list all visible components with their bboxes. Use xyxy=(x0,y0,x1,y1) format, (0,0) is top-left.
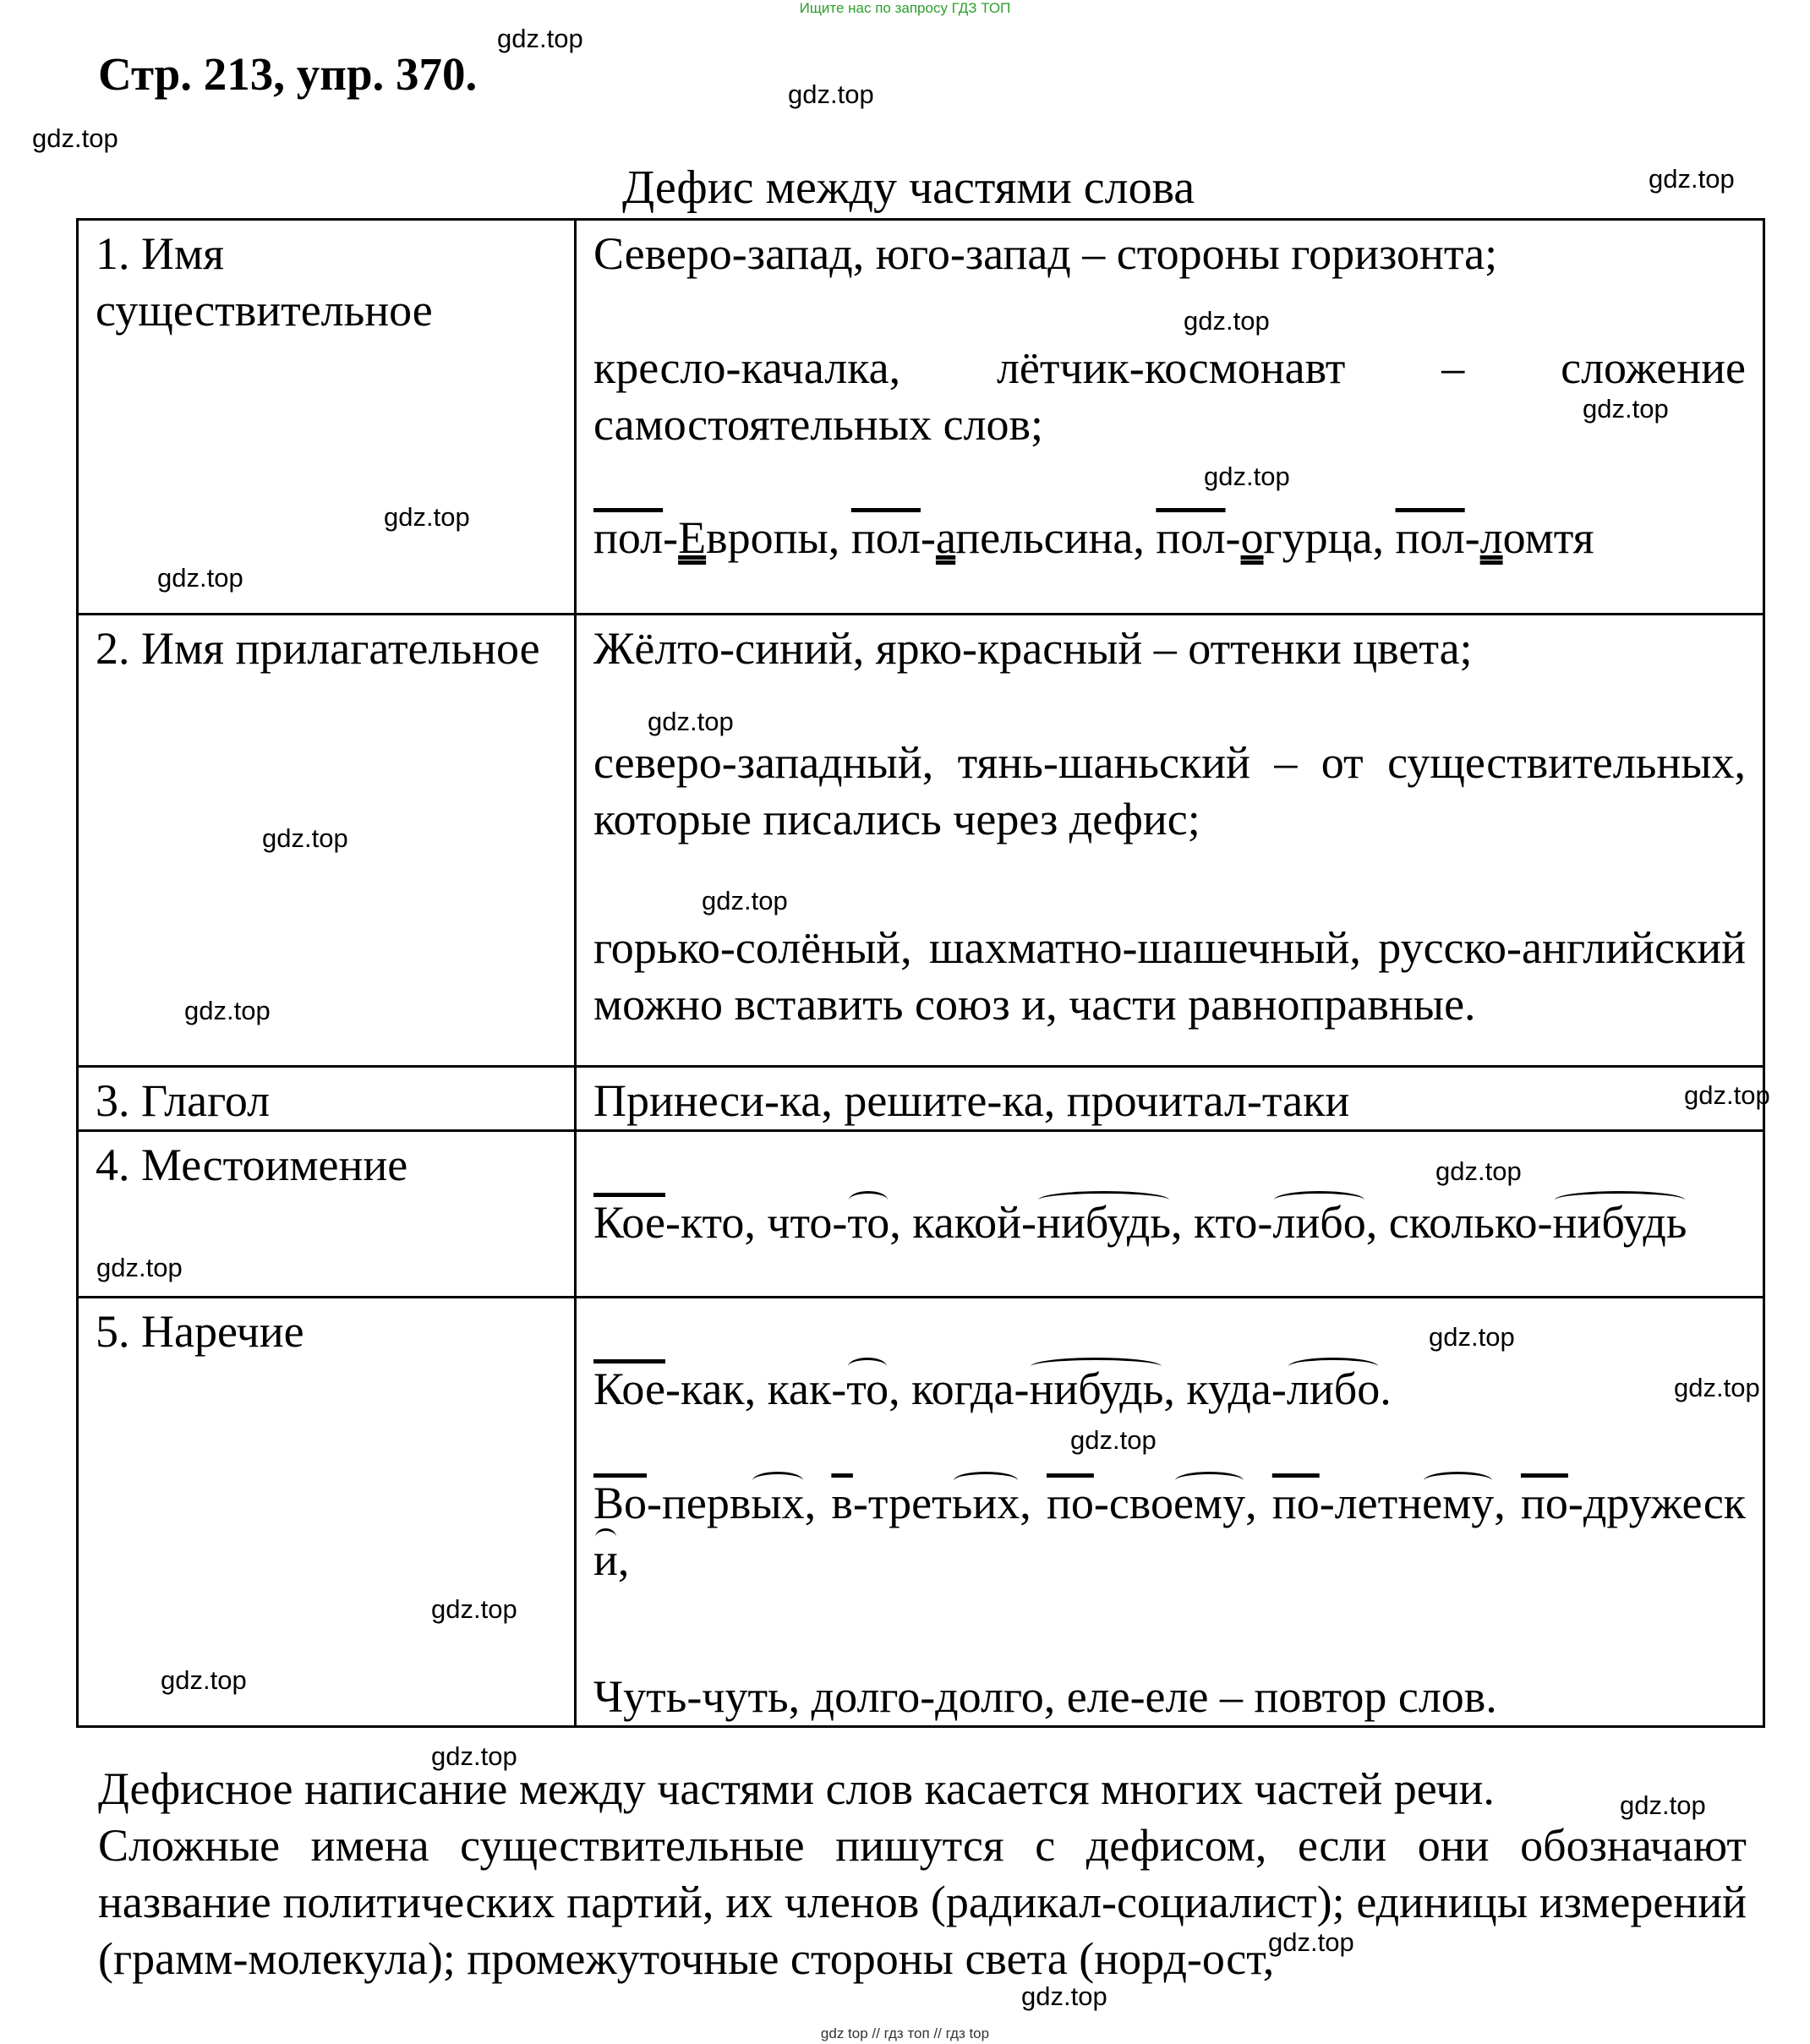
example-line: северо-западный, тянь-шаньский – от существительных, которые писались через дефис; xyxy=(593,737,1746,844)
watermark: gdz.top xyxy=(1021,1981,1107,2011)
watermark: gdz.top xyxy=(431,1594,517,1624)
summary-text xyxy=(98,1761,1747,1987)
watermark: gdz.top xyxy=(157,563,243,593)
part-of-speech-cell: 3. Глагол xyxy=(78,1067,576,1131)
example-line: Жёлто-синий, ярко-красный – оттенки цвета; xyxy=(593,623,1473,674)
examples-cell xyxy=(576,615,1764,1067)
watermark: gdz.top xyxy=(1204,462,1290,491)
example-line: горько-солёный, шахматно-шашечный, русско-английский можно вставить союз и, части равноправные. xyxy=(593,922,1746,1030)
part-of-speech-cell: 1. Имя существительное xyxy=(78,220,576,615)
watermark: gdz.top xyxy=(1649,164,1735,194)
watermark: gdz.top xyxy=(1268,1927,1354,1957)
watermark: gdz.top xyxy=(1583,394,1669,424)
page-title: Стр. 213, упр. 370. xyxy=(98,48,478,100)
watermark: gdz.top xyxy=(702,886,788,915)
watermark: gdz.top xyxy=(1620,1790,1706,1820)
table-row xyxy=(78,1067,1764,1131)
summary-paragraph: Сложные имена существительные пишутся с дефисом, если они обозначают название политических партий, их членов (радикал-социалист); единицы измерений (грамм-молекула); промежуточные стороны света (норд-ост, xyxy=(98,1820,1747,1984)
example-line-marked: Во-первых, в-третьих, по-своему, по-летнему, по-дружески, xyxy=(593,1475,1746,1588)
watermark: gdz.top xyxy=(96,1253,183,1282)
watermark: gdz.top xyxy=(161,1665,247,1695)
bottom-banner[interactable]: gdz top // гдз топ // гдз top xyxy=(820,2025,990,2041)
table-row xyxy=(78,220,1764,615)
part-of-speech-cell: 4. Местоимение xyxy=(78,1131,576,1298)
watermark: gdz.top xyxy=(184,996,271,1025)
examples-cell xyxy=(576,1131,1764,1298)
example-line-marked: пол-Европы, пол-апельсина, пол-огурца, пол-ломтя xyxy=(593,512,1594,563)
watermark: gdz.top xyxy=(788,79,874,109)
part-of-speech-cell: 2. Имя прилагательное xyxy=(78,615,576,1067)
watermark: gdz.top xyxy=(1435,1156,1522,1186)
watermark: gdz.top xyxy=(1684,1080,1770,1110)
example-line: кресло-качалка, лётчик-космонавт – сложение самостоятельных слов; xyxy=(593,342,1746,450)
watermark: gdz.top xyxy=(262,823,348,853)
part-of-speech-cell: 5. Наречие xyxy=(78,1298,576,1727)
examples-cell xyxy=(576,1067,1764,1131)
table-row xyxy=(78,1298,1764,1727)
watermark: gdz.top xyxy=(1429,1322,1515,1352)
example-line-marked: Кое-как, как-то, когда-нибудь, куда-либо. xyxy=(593,1361,1746,1418)
watermark: gdz.top xyxy=(32,123,118,153)
example-line: Принеси-ка, решите-ка, прочитал-таки xyxy=(593,1075,1350,1126)
top-banner[interactable]: Ищите нас по запросу ГДЗ ТОП xyxy=(799,0,1011,16)
watermark: gdz.top xyxy=(1674,1373,1760,1402)
example-line: Северо-запад, юго-запад – стороны горизонта; xyxy=(593,228,1498,279)
watermark: gdz.top xyxy=(431,1741,517,1771)
watermark: gdz.top xyxy=(384,502,470,532)
example-line-marked: Кое-кто, что-то, какой-нибудь, кто-либо, сколько-нибудь xyxy=(593,1194,1746,1251)
table-caption: Дефис между частями слова xyxy=(622,161,1195,214)
examples-cell xyxy=(576,1298,1764,1727)
example-line: Чуть-чуть, долго-долго, еле-еле – повтор слов. xyxy=(593,1671,1497,1722)
hyphen-rules-table xyxy=(76,218,1765,1728)
watermark: gdz.top xyxy=(1184,306,1270,336)
summary-paragraph: Дефисное написание между частями слов касается многих частей речи. xyxy=(98,1763,1495,1814)
watermark: gdz.top xyxy=(1070,1425,1157,1455)
watermark: gdz.top xyxy=(497,24,583,53)
watermark: gdz.top xyxy=(648,707,734,736)
